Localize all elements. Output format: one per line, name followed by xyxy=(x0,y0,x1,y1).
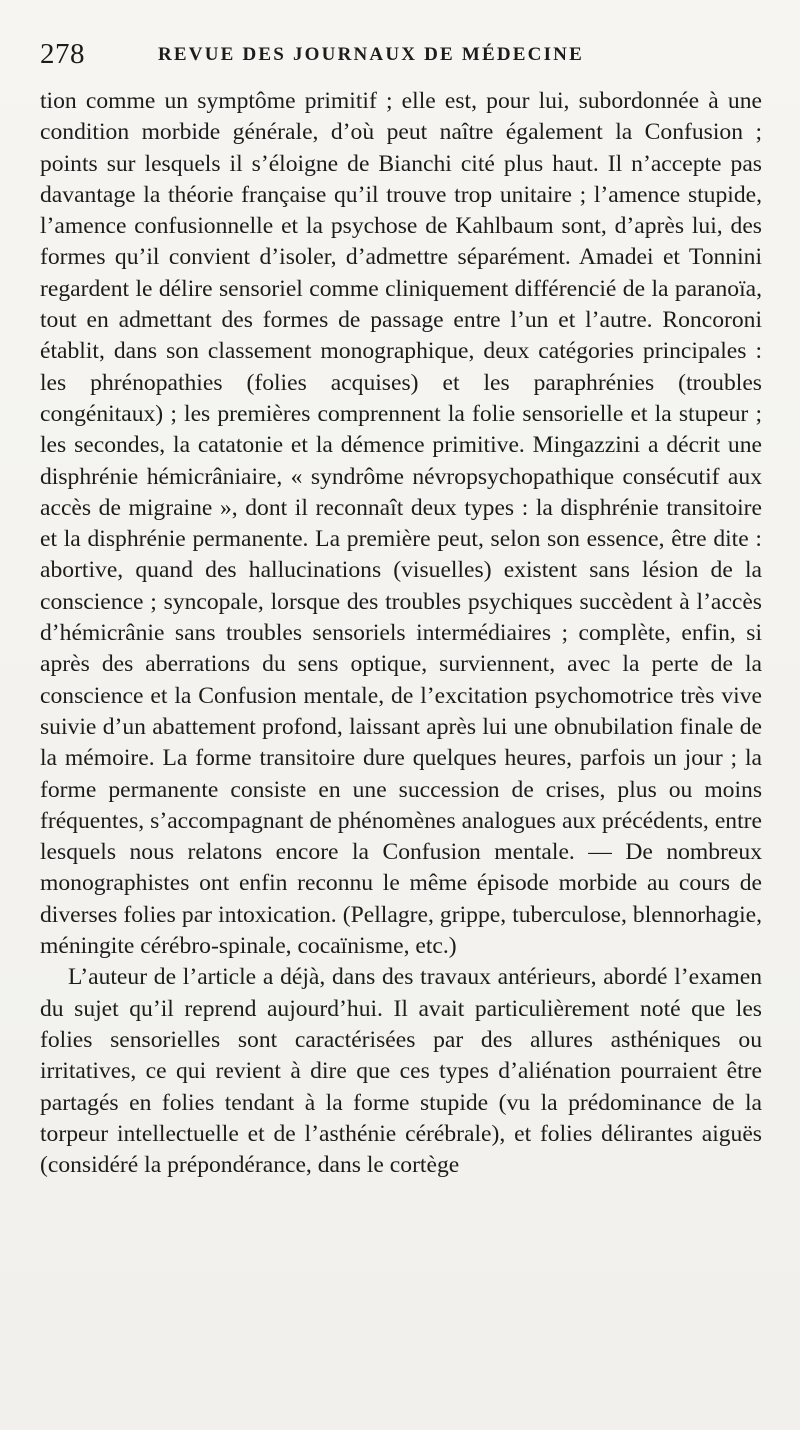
body-text xyxy=(40,86,762,1181)
page-number: 278 xyxy=(40,38,85,70)
paragraph-author-article: L’auteur de l’article a déjà, dans des travaux antérieurs, abordé l’examen du sujet qu’il reprend aujourd’hui. Il avait particulièrement noté que les folies sensorielles sont caractérisées par des allures asthéniques ou irritatives, ce qui revient à dire que ces types d’aliénation pourraient être partagés en folies tendant à la forme stupide (vu la prédominance de la torpeur intellectuelle et de l’asthénie cérébrale), et folies délirantes aiguës (considéré la prépondérance, dans le cortège xyxy=(40,964,762,1179)
paragraph-continued: tion comme un symptôme primitif ; elle est, pour lui, subordonnée à une condition morbide générale, d’où peut naître également la Confusion ; points sur lesquels il s’éloigne de Bianchi cité plus haut. Il n’accepte pas davantage la théorie française qu’il trouve trop unitaire ; l’amence stupide, l’amence confusionnelle et la psychose de Kahlbaum sont, d’après lui, des formes qu’il convient d’isoler, d’admettre séparément. Amadei et Tonnini regardent le délire sensoriel comme cliniquement différencié de la paranoïa, tout en admettant des formes de passage entre l’un et l’autre. Roncoroni établit, dans son classement monographique, deux catégories principales : les phrénopathies (folies acquises) et les paraphrénies (troubles congénitaux) ; les premières comprennent la folie sensorielle et la stupeur ; les secondes, la catatonie et la démence primitive. Mingazzini a décrit une disphrénie hémicrâniaire, « syndrôme névropsychopathique consécutif aux accès de migraine », dont il reconnaît deux types : la disphrénie transitoire et la disphrénie permanente. La première peut, selon son essence, être dite : abortive, quand des hallucinations (visuelles) existent sans lésion de la conscience ; syncopale, lorsque des troubles psychiques succèdent à l’accès d’hémicrânie sans troubles sensoriels intermédiaires ; complète, enfin, si après des aberrations du sens optique, surviennent, avec la perte de la conscience et la Confusion mentale, de l’excitation psychomotrice très vive suivie d’un abattement profond, laissant après lui une obnubilation finale de la mémoire. La forme transitoire dure quelques heures, parfois un jour ; la forme permanente consiste en une succession de crises, plus ou moins fréquentes, s’accompagnant de phénomènes analogues aux précédents, entre lesquels nous relatons encore la Confusion mentale. — De nombreux monographistes ont enfin reconnu le même épisode morbide au cours de diverses folies par intoxication. (Pellagre, grippe, tuberculose, blennorhagie, méningite cérébro-spinale, cocaïnisme, etc.) xyxy=(40,88,762,960)
journal-title: REVUE DES JOURNAUX DE MÉDECINE xyxy=(158,44,584,65)
running-header xyxy=(40,38,762,86)
